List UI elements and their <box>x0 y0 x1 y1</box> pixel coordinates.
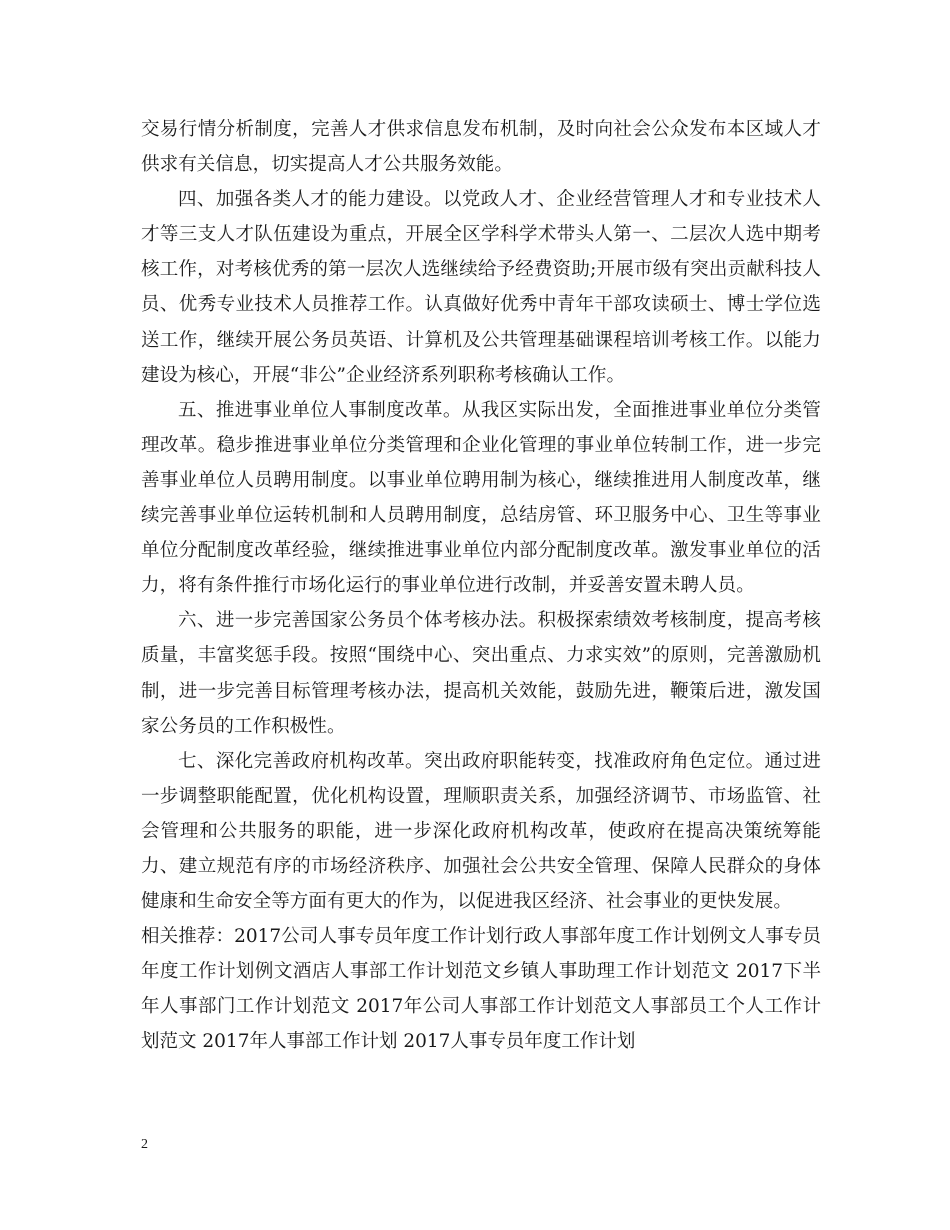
paragraph-section-6: 六、进一步完善国家公务员个体考核办法。积极探索绩效考核制度，提高考核质量，丰富奖惩手段。按照“围绕中心、突出重点、力求实效”的原则，完善激励机制，进一步完善目标管理考核办法，提高机关效能，鼓励先进，鞭策后进，激发国家公务员的工作积极性。 <box>141 610 821 737</box>
document-body <box>141 112 821 1060</box>
paragraph-section-4: 四、加强各类人才的能力建设。以党政人才、企业经营管理人才和专业技术人才等三支人才队伍建设为重点，开展全区学科学术带头人第一、二层次人选中期考核工作，对考核优秀的第一层次人选继续给予经费资助;开展市级有突出贡献科技人员、优秀专业技术人员推荐工作。认真做好优秀中青年干部攻读硕士、博士学位选送工作，继续开展公务员英语、计算机及公共管理基础课程培训考核工作。以能力建设为核心，开展“非公”企业经济系列职称考核确认工作。 <box>141 189 821 386</box>
related-recommendations: 相关推荐：2017公司人事专员年度工作计划行政人事部年度工作计划例文人事专员年度工作计划例文酒店人事部工作计划范文乡镇人事助理工作计划范文 2017下半年人事部门工作计划范文 2017年公司人事部工作计划范文人事部员工个人工作计划范文 2017年人事部工作计划 2017人事专员年度工作计划 <box>141 926 821 1053</box>
paragraph-section-5: 五、推进事业单位人事制度改革。从我区实际出发，全面推进事业单位分类管理改革。稳步推进事业单位分类管理和企业化管理的事业单位转制工作，进一步完善事业单位人员聘用制度。以事业单位聘用制为核心，继续推进用人制度改革，继续完善事业单位运转机制和人员聘用制度，总结房管、环卫服务中心、卫生等事业单位分配制度改革经验，继续推进事业单位内部分配制度改革。激发事业单位的活力，将有条件推行市场化运行的事业单位进行改制，并妥善安置未聘人员。 <box>141 399 821 597</box>
paragraph-section-7: 七、深化完善政府机构改革。突出政府职能转变，找准政府角色定位。通过进一步调整职能配置，优化机构设置，理顺职责关系，加强经济调节、市场监管、社会管理和公共服务的职能，进一步深化政府机构改革，使政府在提高决策统筹能力、建立规范有序的市场经济秩序、加强社会公共安全管理、保障人民群众的身体健康和生命安全等方面有更大的作为，以促进我区经济、社会事业的更快发展。 <box>141 750 821 913</box>
paragraph-continuation: 交易行情分析制度，完善人才供求信息发布机制，及时向社会公众发布本区域人才供求有关信息，切实提高人才公共服务效能。 <box>141 119 821 176</box>
page-number: 2 <box>141 1137 148 1152</box>
